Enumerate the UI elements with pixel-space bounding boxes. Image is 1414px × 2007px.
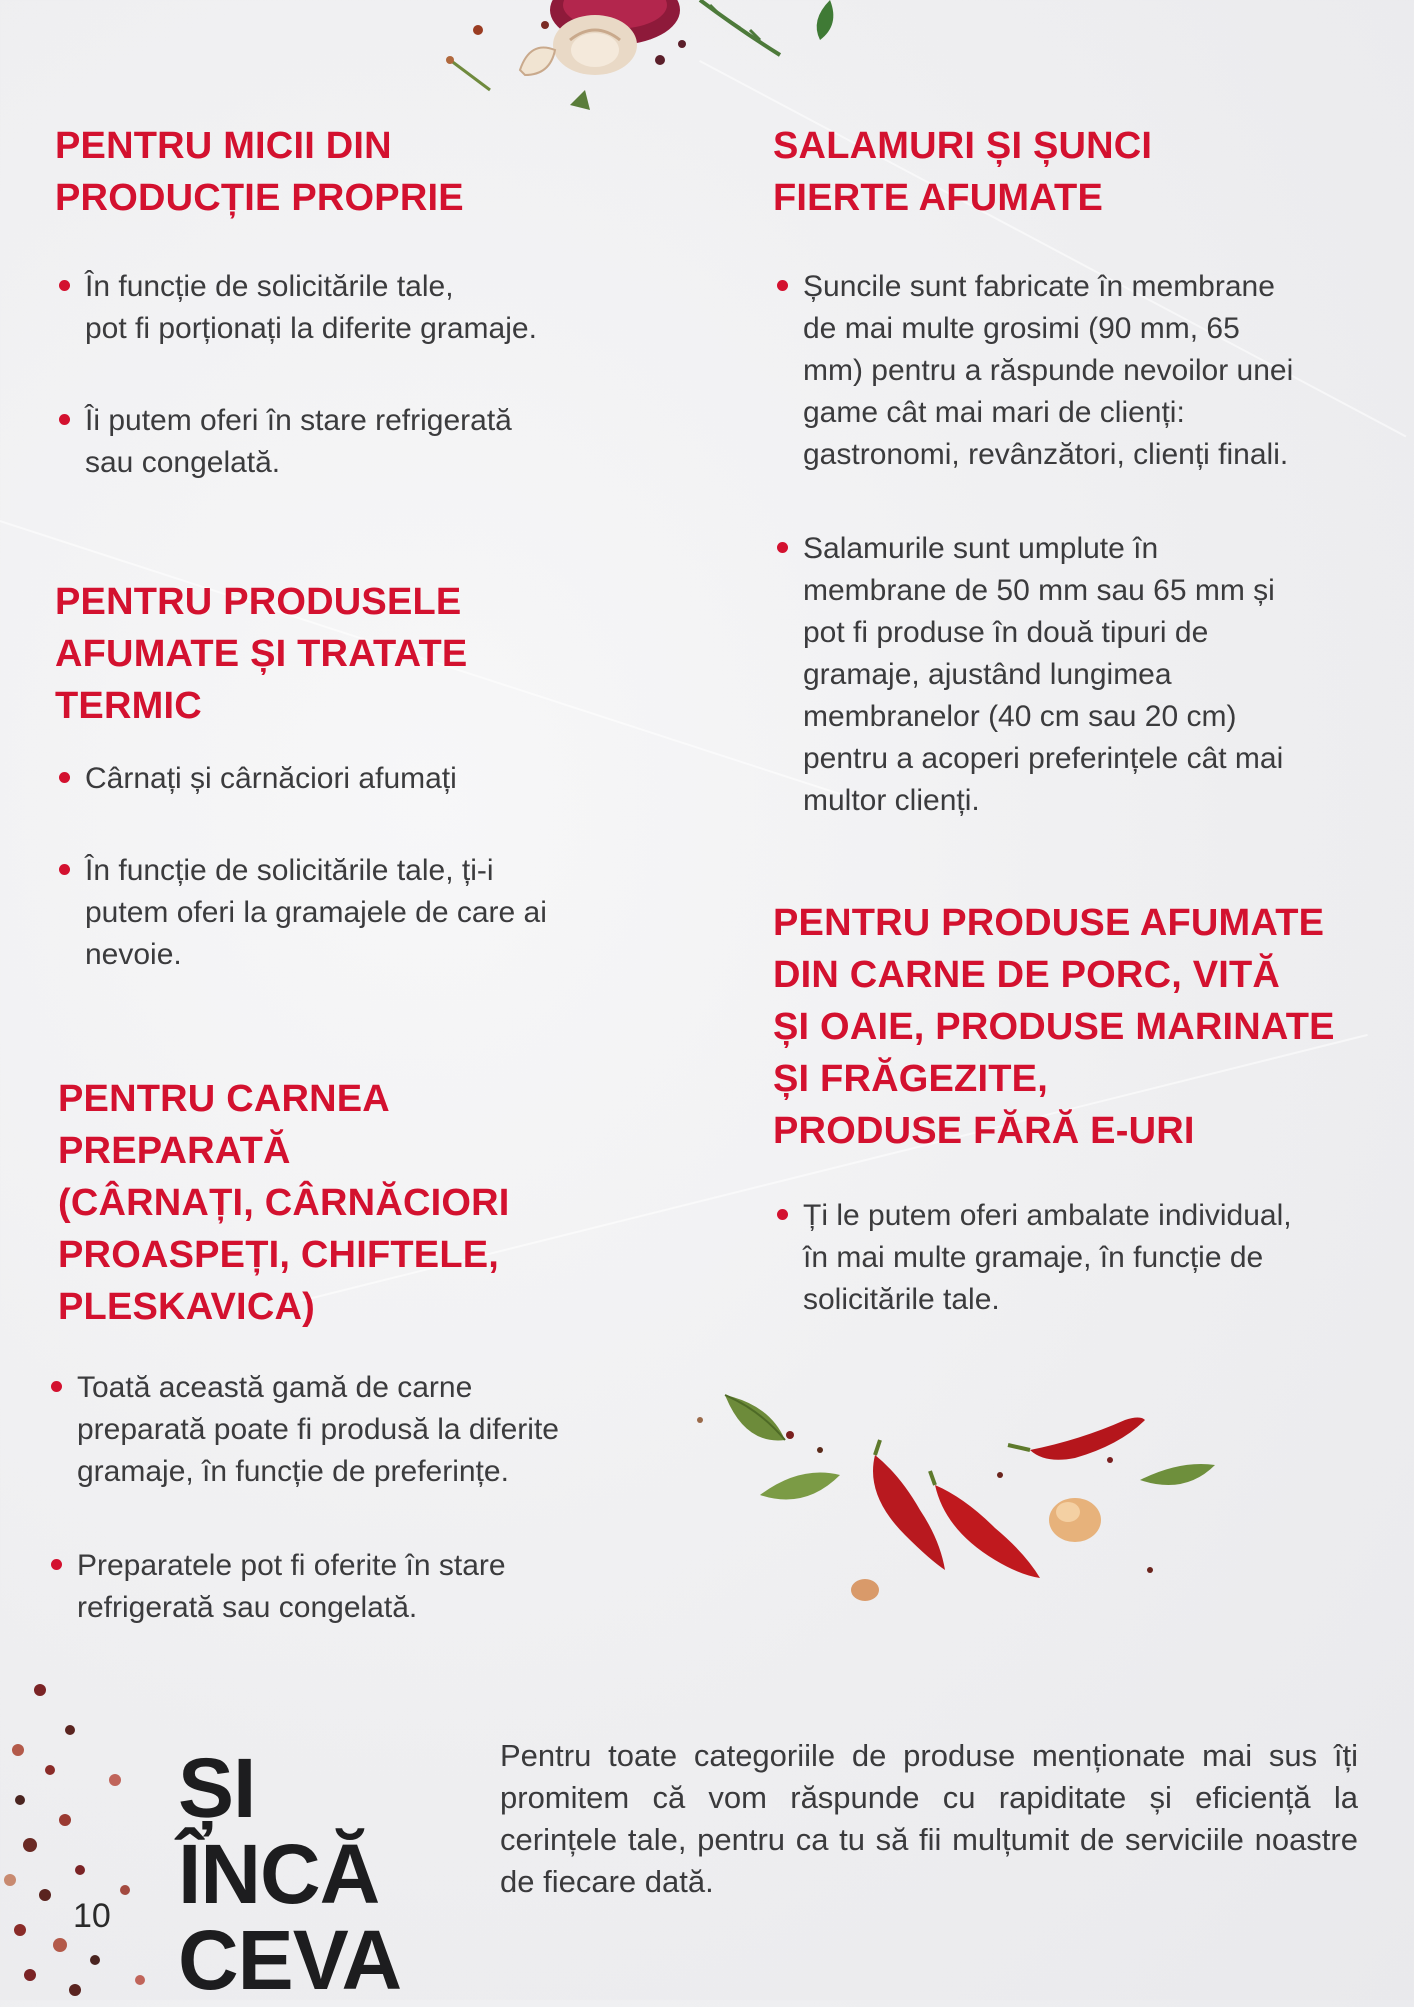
bullet-line: putem oferi la gramajele de care ai bbox=[85, 896, 547, 929]
title-line: PLESKAVICA) bbox=[58, 1286, 315, 1328]
title-line: PRODUSE FĂRĂ E-URI bbox=[773, 1110, 1195, 1152]
section-afumate-tratate bbox=[55, 576, 655, 976]
title-line: TERMIC bbox=[55, 685, 202, 727]
list-item bbox=[55, 266, 655, 350]
bullet-line: Îi putem oferi în stare refrigerată bbox=[85, 404, 512, 437]
section-produse-afumate-porc-vita-oaie bbox=[773, 897, 1403, 1321]
list-item bbox=[773, 528, 1393, 822]
peppercorns-image bbox=[0, 1680, 180, 2000]
title-line: ȘI FRĂGEZITE, bbox=[773, 1058, 1048, 1100]
bullet-line: de mai multe grosimi (90 mm, 65 bbox=[803, 312, 1240, 345]
section-title bbox=[58, 1073, 658, 1333]
title-line: SALAMURI ȘI ȘUNCI bbox=[773, 125, 1153, 167]
title-line: PENTRU PRODUSE AFUMATE bbox=[773, 902, 1325, 944]
list-item bbox=[773, 1195, 1403, 1321]
bullet-line: Ți le putem oferi ambalate individual, bbox=[803, 1199, 1292, 1232]
bullet-line: pot fi porționați la diferite gramaje. bbox=[85, 312, 537, 345]
title-line: ȘI OAIE, PRODUSE MARINATE bbox=[773, 1006, 1335, 1048]
bullet-line: în mai multe gramaje, în funcție de bbox=[803, 1241, 1264, 1274]
list-item bbox=[47, 1545, 658, 1629]
bullet-line: gramaje, în funcție de preferințe. bbox=[77, 1455, 509, 1488]
bullet-line: pot fi produse în două tipuri de bbox=[803, 616, 1209, 649]
bullet-line: pentru a acoperi preferințele cât mai bbox=[803, 742, 1284, 775]
section-micii bbox=[55, 120, 655, 484]
section-title bbox=[773, 897, 1403, 1157]
chili-peppers-bay-leaves-image bbox=[680, 1380, 1240, 1630]
bullet-line: multor clienți. bbox=[803, 784, 980, 817]
page-number: 10 bbox=[73, 1897, 111, 1935]
bullet-line: solicitările tale. bbox=[803, 1283, 1000, 1316]
title-line: FIERTE AFUMATE bbox=[773, 177, 1103, 219]
bullet-line: Salamurile sunt umplute în bbox=[803, 532, 1159, 565]
bullet-line: sau congelată. bbox=[85, 446, 281, 479]
list-item bbox=[55, 400, 655, 484]
title-line: PENTRU PRODUSELE bbox=[55, 581, 462, 623]
bullet-line: În funcție de solicitările tale, bbox=[85, 270, 454, 303]
section-carne-preparata bbox=[58, 1073, 658, 1629]
section-title bbox=[55, 120, 655, 224]
closing-title bbox=[178, 1741, 478, 2007]
title-line: PRODUCȚIE PROPRIE bbox=[55, 177, 464, 219]
bullet-line: preparată poate fi produsă la diferite bbox=[77, 1413, 559, 1446]
list-item bbox=[47, 1367, 658, 1493]
title-line: PENTRU MICII DIN bbox=[55, 125, 392, 167]
bullet-line: Preparatele pot fi oferite în stare bbox=[77, 1549, 506, 1582]
bullet-line: game cât mai mari de clienți: bbox=[803, 396, 1185, 429]
section-title bbox=[773, 120, 1393, 224]
bullet-line: membrane de 50 mm sau 65 mm și bbox=[803, 574, 1275, 607]
title-line: PENTRU CARNEA bbox=[58, 1078, 390, 1120]
title-line: DIN CARNE DE PORC, VITĂ bbox=[773, 954, 1281, 996]
list-item bbox=[55, 850, 655, 976]
title-line: ȘI ÎNCĂ bbox=[178, 1741, 380, 1921]
title-line: PREPARATĂ bbox=[58, 1130, 291, 1172]
title-line: (CÂRNAȚI, CÂRNĂCIORI bbox=[58, 1182, 510, 1224]
bullet-line: mm) pentru a răspunde nevoilor unei bbox=[803, 354, 1294, 387]
garlic-onion-herbs-image bbox=[420, 0, 920, 130]
title-line: AFUMATE ȘI TRATATE bbox=[55, 633, 468, 675]
section-salamuri-sunci bbox=[773, 120, 1393, 822]
list-item bbox=[55, 758, 655, 800]
bullet-line: Cârnați și cârnăciori afumați bbox=[85, 762, 457, 795]
bullet-line: membranelor (40 cm sau 20 cm) bbox=[803, 700, 1237, 733]
title-line: CEVA bbox=[178, 1913, 402, 2007]
bullet-line: refrigerată sau congelată. bbox=[77, 1591, 418, 1624]
bullet-line: Toată această gamă de carne bbox=[77, 1371, 473, 1404]
closing-paragraph: Pentru toate categoriile de produse menționate mai sus îți promitem că vom răspunde cu rapiditate și eficiență la cerințele tale, pentru ca tu să fii mulțumit de serviciile noastre de fiecare dată. bbox=[500, 1738, 1358, 1899]
section-title bbox=[55, 576, 655, 732]
bullet-line: În funcție de solicitările tale, ți-i bbox=[85, 854, 494, 887]
bullet-line: gramaje, ajustând lungimea bbox=[803, 658, 1172, 691]
title-line: PROASPEȚI, CHIFTELE, bbox=[58, 1234, 500, 1276]
bullet-line: nevoie. bbox=[85, 938, 182, 971]
bullet-line: Șuncile sunt fabricate în membrane bbox=[803, 270, 1275, 303]
list-item bbox=[773, 266, 1393, 476]
bullet-line: gastronomi, revânzători, clienți finali. bbox=[803, 438, 1289, 471]
